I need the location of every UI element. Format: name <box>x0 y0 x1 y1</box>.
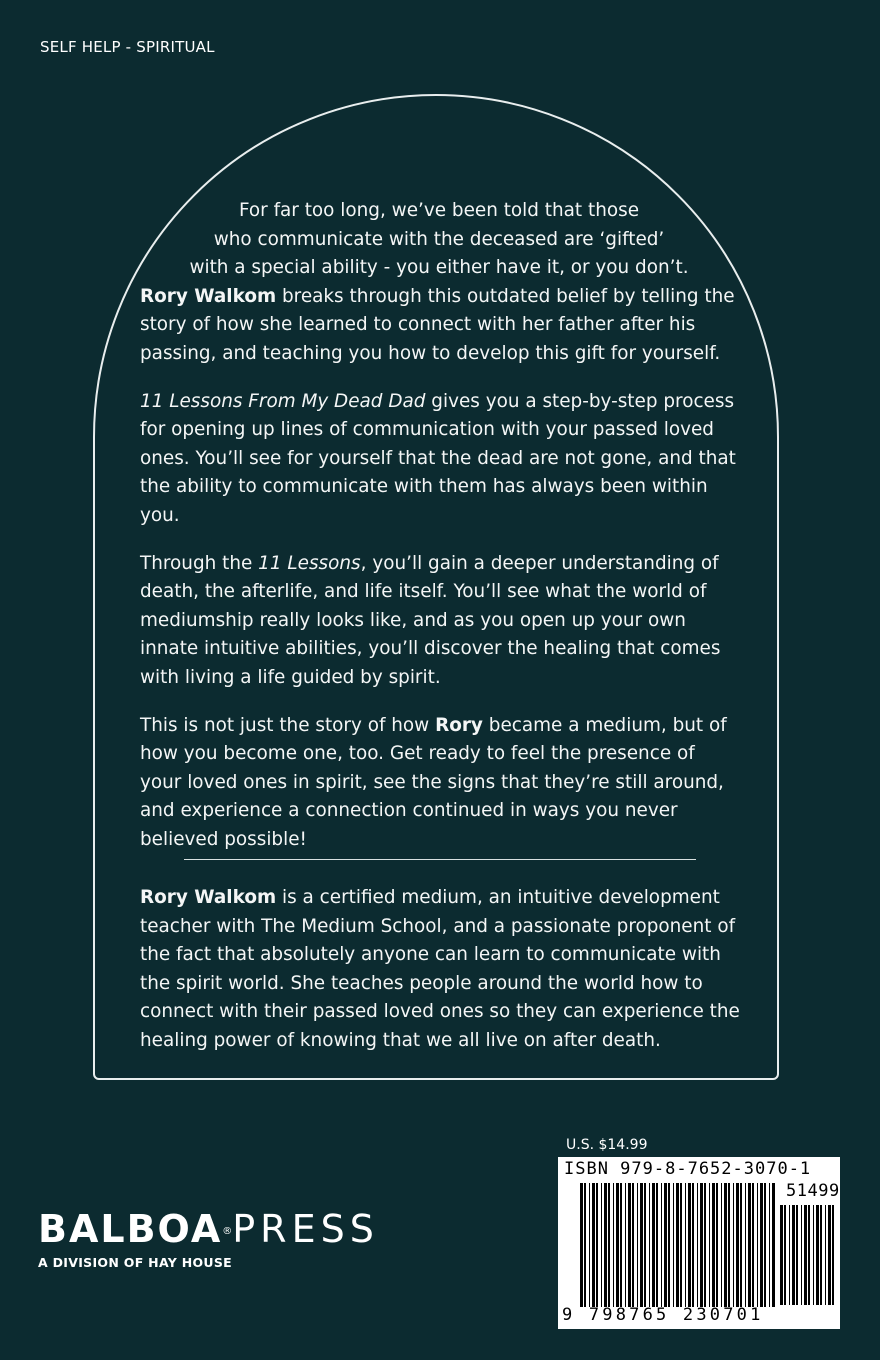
category-label: SELF HELP - SPIRITUAL <box>40 38 215 56</box>
paragraph-1-rest <box>140 283 738 369</box>
barcode-bar <box>704 1183 706 1307</box>
paragraph-1-line-1: For far too long, we’ve been told that those <box>238 200 640 221</box>
barcode-bar <box>589 1183 590 1307</box>
publisher-name-bold: BALBOA <box>38 1207 223 1251</box>
barcode-bar <box>808 1205 810 1305</box>
registered-mark: ® <box>222 1226 233 1237</box>
barcode-bar <box>816 1205 819 1305</box>
barcode-bar <box>640 1183 643 1307</box>
barcode-bar <box>601 1183 602 1307</box>
barcode-bar <box>700 1183 703 1307</box>
barcode-bar <box>784 1205 786 1305</box>
barcode-bar <box>644 1183 646 1307</box>
barcode-bars-icon <box>580 1183 776 1307</box>
description-paragraph-3 <box>140 550 738 693</box>
barcode-bar <box>828 1205 831 1305</box>
barcode-bar <box>620 1183 622 1307</box>
barcode-bar <box>656 1183 658 1307</box>
publisher-logo <box>38 1207 379 1251</box>
barcode-bar <box>745 1183 746 1307</box>
barcode-bar <box>724 1183 727 1307</box>
barcode-bar <box>628 1183 631 1307</box>
author-first-name: Rory <box>435 714 483 736</box>
barcode-bar <box>673 1183 674 1307</box>
publisher-name-regular: PRESS <box>232 1207 379 1251</box>
isbn-text: ISBN 979-8-7652-3070-1 <box>564 1159 812 1179</box>
description-paragraph-2 <box>140 388 738 531</box>
barcode-bar <box>680 1183 682 1307</box>
price-label: U.S. $14.99 <box>566 1137 648 1153</box>
barcode-bar <box>616 1183 619 1307</box>
bio-text: is a certified medium, an intuitive development teacher with The Medium School, and a passionate proponent of the fact that absolutely anyone can learn to communicate with the spirit world. She teaches people around the world how to connect with their passed loved ones so they can experience the healing power of knowing that we all live on after death. <box>140 887 740 1051</box>
barcode-bar <box>592 1183 595 1307</box>
barcode-bar <box>764 1183 766 1307</box>
barcode-bar <box>676 1183 679 1307</box>
barcode-bar <box>757 1183 758 1307</box>
barcode-bar <box>825 1205 826 1305</box>
barcode-bar <box>596 1183 598 1307</box>
barcode-bar <box>813 1205 814 1305</box>
addon-barcode-bars-icon <box>780 1205 836 1305</box>
barcode-bar <box>668 1183 670 1307</box>
barcode-bar <box>661 1183 662 1307</box>
barcode-bar <box>792 1205 795 1305</box>
paragraph-4-text: became a medium, but of how you become one, too. Get ready to feel the presence of your loved ones in spirit, see the signs that they’re still around, and experience a connection continued in ways you never believed possible! <box>140 714 727 850</box>
barcode-bar <box>728 1183 730 1307</box>
price-code: 51499 <box>786 1181 840 1201</box>
author-name: Rory Walkom <box>140 285 277 307</box>
barcode-bar <box>804 1205 807 1305</box>
paragraph-1-text: breaks through this outdated belief by telling the story of how she learned to connect with her father after his passing, and teaching you how to develop this gift for yourself. <box>140 285 735 364</box>
barcode-bar <box>733 1183 734 1307</box>
barcode-bar <box>637 1183 638 1307</box>
barcode-bar <box>721 1183 722 1307</box>
barcode-bar <box>769 1183 770 1307</box>
barcode-bar <box>820 1205 822 1305</box>
barcode-bar <box>796 1205 798 1305</box>
paragraph-3-start: Through the <box>140 552 259 574</box>
barcode-bar <box>740 1183 742 1307</box>
barcode-bar <box>772 1183 775 1307</box>
barcode-bar <box>613 1183 614 1307</box>
barcode-bar <box>625 1183 626 1307</box>
barcode-bar <box>632 1183 634 1307</box>
barcode-bar <box>584 1183 586 1307</box>
paragraph-3-text: , you’ll gain a deeper understanding of death, the afterlife, and life itself. You’ll see what the world of mediumship really looks like, and as you open up your own innate intuitive abilities, you’ll discover the healing that comes with living a life guided by spirit. <box>140 552 721 688</box>
barcode-bar <box>801 1205 802 1305</box>
barcode-bar <box>712 1183 715 1307</box>
description-paragraph-4 <box>140 712 738 855</box>
ean-digits: 9 798765 230701 <box>562 1305 764 1325</box>
barcode-bar <box>688 1183 691 1307</box>
lessons-title: 11 Lessons <box>258 552 361 574</box>
barcode-bar <box>789 1205 790 1305</box>
book-title: 11 Lessons From My Dead Dad <box>140 390 426 412</box>
barcode-bar <box>709 1183 710 1307</box>
barcode-bar <box>716 1183 718 1307</box>
paragraph-4-start: This is not just the story of how <box>140 714 436 736</box>
barcode <box>558 1157 840 1329</box>
barcode-bar <box>608 1183 610 1307</box>
bio-author-name: Rory Walkom <box>140 887 277 908</box>
barcode-bar <box>649 1183 650 1307</box>
paragraph-1-line-3: with a special ability - you either have it, or you don’t. <box>189 257 689 279</box>
barcode-bar <box>664 1183 667 1307</box>
publisher-division: A DIVISION OF HAY HOUSE <box>38 1255 233 1270</box>
barcode-bar <box>697 1183 698 1307</box>
barcode-bar <box>652 1183 655 1307</box>
paragraph-2-text: gives you a step-by-step process for opening up lines of communication with your passed loved ones. You’ll see for yourself that the dead are not gone, and that the ability to communicate with them has always been within you. <box>140 390 736 526</box>
barcode-bar <box>692 1183 694 1307</box>
barcode-bar <box>780 1205 783 1305</box>
author-bio <box>140 884 740 1056</box>
barcode-bar <box>752 1183 754 1307</box>
barcode-bar <box>604 1183 607 1307</box>
book-description <box>140 197 738 873</box>
description-paragraph-1 <box>140 197 738 369</box>
barcode-bar <box>580 1183 583 1307</box>
barcode-bar <box>832 1205 834 1305</box>
barcode-bar <box>685 1183 686 1307</box>
barcode-bar <box>736 1183 739 1307</box>
barcode-bar <box>748 1183 751 1307</box>
barcode-bar <box>760 1183 763 1307</box>
paragraph-1-line-2: who communicate with the deceased are ‘gifted’ <box>213 228 665 250</box>
section-divider <box>184 859 696 860</box>
